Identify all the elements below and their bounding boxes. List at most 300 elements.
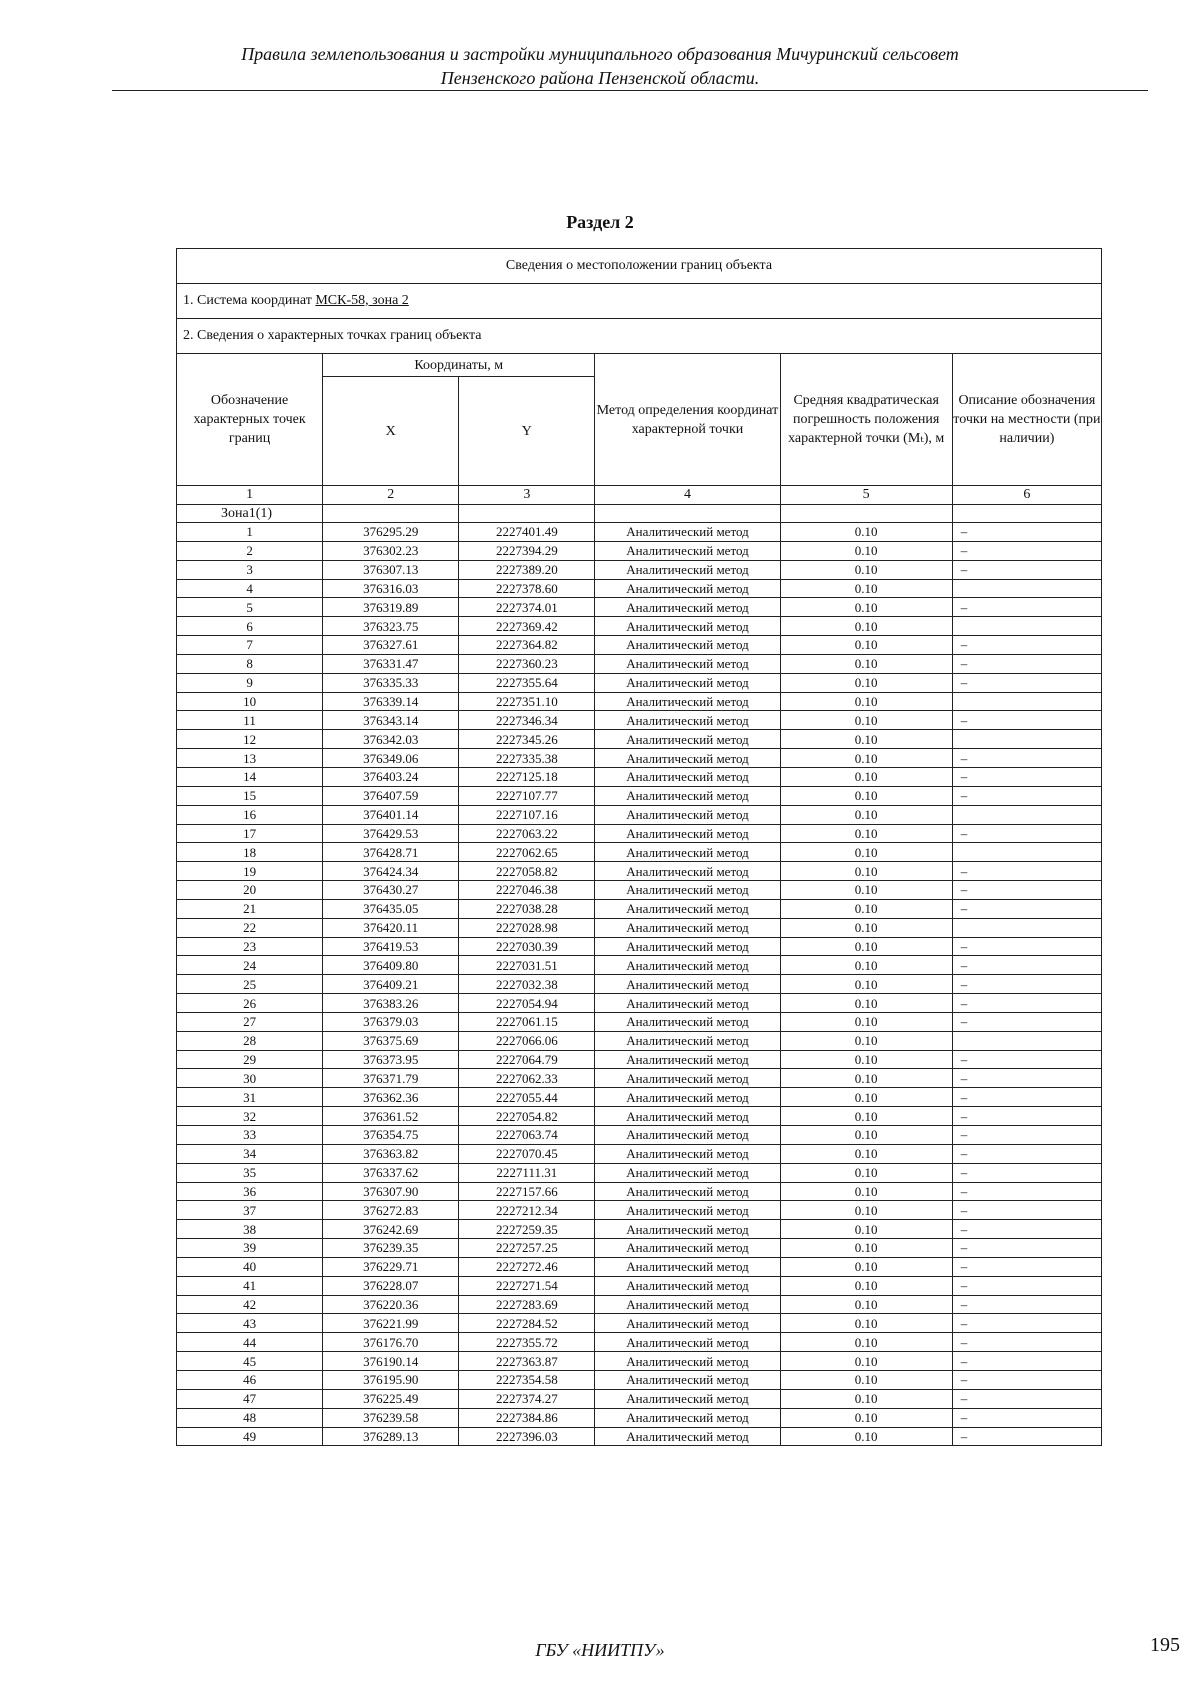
y-coordinate-cell: 2227058.82 bbox=[459, 862, 595, 881]
point-number-cell: 45 bbox=[177, 1352, 323, 1371]
method-cell: Аналитический метод bbox=[595, 560, 780, 579]
table-row bbox=[177, 1012, 1102, 1031]
point-number-cell: 14 bbox=[177, 767, 323, 786]
point-number-cell: 28 bbox=[177, 1031, 323, 1050]
point-number-cell: 41 bbox=[177, 1276, 323, 1295]
table-row bbox=[177, 786, 1102, 805]
x-coordinate-cell: 376229.71 bbox=[323, 1257, 459, 1276]
point-number-cell: 2 bbox=[177, 541, 323, 560]
x-coordinate-cell: 376407.59 bbox=[323, 786, 459, 805]
error-cell: 0.10 bbox=[780, 560, 952, 579]
point-number-cell: 48 bbox=[177, 1408, 323, 1427]
point-number-cell: 22 bbox=[177, 918, 323, 937]
point-number-cell: 27 bbox=[177, 1012, 323, 1031]
x-coordinate-cell: 376419.53 bbox=[323, 937, 459, 956]
y-coordinate-cell: 2227360.23 bbox=[459, 654, 595, 673]
y-coordinate-cell: 2227345.26 bbox=[459, 730, 595, 749]
x-coordinate-cell: 376319.89 bbox=[323, 598, 459, 617]
description-cell: – bbox=[952, 1012, 1101, 1031]
header-point-designation: Обозначение характерных точек границ bbox=[177, 354, 323, 486]
error-cell: 0.10 bbox=[780, 824, 952, 843]
error-cell: 0.10 bbox=[780, 711, 952, 730]
description-cell: – bbox=[952, 1295, 1101, 1314]
point-number-cell: 34 bbox=[177, 1144, 323, 1163]
point-number-cell: 47 bbox=[177, 1389, 323, 1408]
method-cell: Аналитический метод bbox=[595, 1352, 780, 1371]
point-number-cell: 44 bbox=[177, 1333, 323, 1352]
y-coordinate-cell: 2227394.29 bbox=[459, 541, 595, 560]
error-cell: 0.10 bbox=[780, 1182, 952, 1201]
description-cell: – bbox=[952, 749, 1101, 768]
error-cell: 0.10 bbox=[780, 1239, 952, 1258]
point-number-cell: 17 bbox=[177, 824, 323, 843]
table-row bbox=[177, 1257, 1102, 1276]
table-row bbox=[177, 1144, 1102, 1163]
description-cell: – bbox=[952, 711, 1101, 730]
method-cell: Аналитический метод bbox=[595, 1370, 780, 1389]
method-cell: Аналитический метод bbox=[595, 843, 780, 862]
method-cell: Аналитический метод bbox=[595, 598, 780, 617]
y-coordinate-cell: 2227031.51 bbox=[459, 956, 595, 975]
x-coordinate-cell: 376221.99 bbox=[323, 1314, 459, 1333]
description-cell: – bbox=[952, 654, 1101, 673]
x-coordinate-cell: 376435.05 bbox=[323, 899, 459, 918]
description-cell: – bbox=[952, 767, 1101, 786]
point-number-cell: 6 bbox=[177, 617, 323, 636]
description-cell: – bbox=[952, 1163, 1101, 1182]
method-cell: Аналитический метод bbox=[595, 1126, 780, 1145]
error-cell: 0.10 bbox=[780, 1201, 952, 1220]
error-cell: 0.10 bbox=[780, 1069, 952, 1088]
x-coordinate-cell: 376371.79 bbox=[323, 1069, 459, 1088]
table-row bbox=[177, 654, 1102, 673]
point-number-cell: 40 bbox=[177, 1257, 323, 1276]
method-cell: Аналитический метод bbox=[595, 1182, 780, 1201]
method-cell: Аналитический метод bbox=[595, 673, 780, 692]
method-cell: Аналитический метод bbox=[595, 918, 780, 937]
y-coordinate-cell: 2227351.10 bbox=[459, 692, 595, 711]
description-cell: – bbox=[952, 1427, 1101, 1446]
x-coordinate-cell: 376327.61 bbox=[323, 636, 459, 655]
zone-empty-cell bbox=[323, 505, 459, 523]
point-number-cell: 19 bbox=[177, 862, 323, 881]
error-cell: 0.10 bbox=[780, 730, 952, 749]
error-cell: 0.10 bbox=[780, 579, 952, 598]
table-row bbox=[177, 749, 1102, 768]
description-cell: – bbox=[952, 1370, 1101, 1389]
error-cell: 0.10 bbox=[780, 636, 952, 655]
x-coordinate-cell: 376228.07 bbox=[323, 1276, 459, 1295]
table-row bbox=[177, 937, 1102, 956]
error-cell: 0.10 bbox=[780, 1126, 952, 1145]
method-cell: Аналитический метод bbox=[595, 1239, 780, 1258]
table-row bbox=[177, 1295, 1102, 1314]
point-number-cell: 43 bbox=[177, 1314, 323, 1333]
x-coordinate-cell: 376343.14 bbox=[323, 711, 459, 730]
table-row bbox=[177, 541, 1102, 560]
point-number-cell: 30 bbox=[177, 1069, 323, 1088]
error-cell: 0.10 bbox=[780, 1163, 952, 1182]
table-title: Сведения о местоположении границ объекта bbox=[177, 249, 1102, 284]
points-section-title: 2. Сведения о характерных точках границ объекта bbox=[177, 319, 1102, 354]
description-cell: – bbox=[952, 1182, 1101, 1201]
point-number-cell: 4 bbox=[177, 579, 323, 598]
point-number-cell: 15 bbox=[177, 786, 323, 805]
point-number-cell: 20 bbox=[177, 881, 323, 900]
description-cell: – bbox=[952, 881, 1101, 900]
description-cell: – bbox=[952, 862, 1101, 881]
point-number-cell: 1 bbox=[177, 523, 323, 542]
description-cell bbox=[952, 1031, 1101, 1050]
x-coordinate-cell: 376335.33 bbox=[323, 673, 459, 692]
table-row bbox=[177, 1163, 1102, 1182]
x-coordinate-cell: 376195.90 bbox=[323, 1370, 459, 1389]
table-row bbox=[177, 560, 1102, 579]
error-cell: 0.10 bbox=[780, 1370, 952, 1389]
x-coordinate-cell: 376289.13 bbox=[323, 1427, 459, 1446]
table-row bbox=[177, 730, 1102, 749]
point-number-cell: 12 bbox=[177, 730, 323, 749]
x-coordinate-cell: 376295.29 bbox=[323, 523, 459, 542]
y-coordinate-cell: 2227157.66 bbox=[459, 1182, 595, 1201]
header-description: Описание обозначения точки на местности (при наличии) bbox=[952, 354, 1101, 486]
description-cell: – bbox=[952, 636, 1101, 655]
error-cell: 0.10 bbox=[780, 1220, 952, 1239]
point-number-cell: 38 bbox=[177, 1220, 323, 1239]
zone-empty-cell bbox=[595, 505, 780, 523]
y-coordinate-cell: 2227046.38 bbox=[459, 881, 595, 900]
point-number-cell: 18 bbox=[177, 843, 323, 862]
coordinate-system-label: 1. Система координат bbox=[183, 293, 316, 308]
method-cell: Аналитический метод bbox=[595, 1088, 780, 1107]
header-error: Средняя квадратическая погрешность положения характерной точки (Mₜ), м bbox=[780, 354, 952, 486]
error-cell: 0.10 bbox=[780, 1050, 952, 1069]
x-coordinate-cell: 376373.95 bbox=[323, 1050, 459, 1069]
table-row bbox=[177, 1031, 1102, 1050]
table-row bbox=[177, 1389, 1102, 1408]
zone-label: Зона1(1) bbox=[177, 505, 323, 523]
point-number-cell: 16 bbox=[177, 805, 323, 824]
y-coordinate-cell: 2227369.42 bbox=[459, 617, 595, 636]
method-cell: Аналитический метод bbox=[595, 1408, 780, 1427]
error-cell: 0.10 bbox=[780, 975, 952, 994]
error-cell: 0.10 bbox=[780, 881, 952, 900]
method-cell: Аналитический метод bbox=[595, 805, 780, 824]
point-number-cell: 21 bbox=[177, 899, 323, 918]
method-cell: Аналитический метод bbox=[595, 824, 780, 843]
x-coordinate-cell: 376323.75 bbox=[323, 617, 459, 636]
y-coordinate-cell: 2227355.64 bbox=[459, 673, 595, 692]
point-number-cell: 36 bbox=[177, 1182, 323, 1201]
error-cell: 0.10 bbox=[780, 1144, 952, 1163]
y-coordinate-cell: 2227066.06 bbox=[459, 1031, 595, 1050]
method-cell: Аналитический метод bbox=[595, 617, 780, 636]
x-coordinate-cell: 376401.14 bbox=[323, 805, 459, 824]
error-cell: 0.10 bbox=[780, 1408, 952, 1427]
x-coordinate-cell: 376424.34 bbox=[323, 862, 459, 881]
zone-empty-cell bbox=[780, 505, 952, 523]
table-row bbox=[177, 1050, 1102, 1069]
y-coordinate-cell: 2227364.82 bbox=[459, 636, 595, 655]
method-cell: Аналитический метод bbox=[595, 1163, 780, 1182]
description-cell: – bbox=[952, 956, 1101, 975]
point-number-cell: 11 bbox=[177, 711, 323, 730]
x-coordinate-cell: 376316.03 bbox=[323, 579, 459, 598]
y-coordinate-cell: 2227389.20 bbox=[459, 560, 595, 579]
method-cell: Аналитический метод bbox=[595, 1050, 780, 1069]
table-row bbox=[177, 899, 1102, 918]
error-cell: 0.10 bbox=[780, 673, 952, 692]
table-row bbox=[177, 1201, 1102, 1220]
column-number: 4 bbox=[595, 486, 780, 505]
header-coordinates: Координаты, м bbox=[323, 354, 595, 377]
method-cell: Аналитический метод bbox=[595, 786, 780, 805]
y-coordinate-cell: 2227032.38 bbox=[459, 975, 595, 994]
method-cell: Аналитический метод bbox=[595, 749, 780, 768]
x-coordinate-cell: 376190.14 bbox=[323, 1352, 459, 1371]
table-row bbox=[177, 1239, 1102, 1258]
description-cell: – bbox=[952, 786, 1101, 805]
method-cell: Аналитический метод bbox=[595, 1012, 780, 1031]
method-cell: Аналитический метод bbox=[595, 692, 780, 711]
y-coordinate-cell: 2227272.46 bbox=[459, 1257, 595, 1276]
coordinate-system-row bbox=[177, 284, 1102, 319]
x-coordinate-cell: 376403.24 bbox=[323, 767, 459, 786]
point-number-cell: 35 bbox=[177, 1163, 323, 1182]
table-row bbox=[177, 1408, 1102, 1427]
point-number-cell: 37 bbox=[177, 1201, 323, 1220]
method-cell: Аналитический метод bbox=[595, 1427, 780, 1446]
error-cell: 0.10 bbox=[780, 805, 952, 824]
y-coordinate-cell: 2227107.16 bbox=[459, 805, 595, 824]
x-coordinate-cell: 376339.14 bbox=[323, 692, 459, 711]
error-cell: 0.10 bbox=[780, 654, 952, 673]
description-cell: – bbox=[952, 824, 1101, 843]
y-coordinate-cell: 2227070.45 bbox=[459, 1144, 595, 1163]
table-row bbox=[177, 1370, 1102, 1389]
y-coordinate-cell: 2227271.54 bbox=[459, 1276, 595, 1295]
method-cell: Аналитический метод bbox=[595, 1295, 780, 1314]
x-coordinate-cell: 376220.36 bbox=[323, 1295, 459, 1314]
error-cell: 0.10 bbox=[780, 1427, 952, 1446]
method-cell: Аналитический метод bbox=[595, 956, 780, 975]
y-coordinate-cell: 2227384.86 bbox=[459, 1408, 595, 1427]
error-cell: 0.10 bbox=[780, 918, 952, 937]
x-coordinate-cell: 376375.69 bbox=[323, 1031, 459, 1050]
method-cell: Аналитический метод bbox=[595, 1333, 780, 1352]
error-cell: 0.10 bbox=[780, 899, 952, 918]
x-coordinate-cell: 376225.49 bbox=[323, 1389, 459, 1408]
x-coordinate-cell: 376361.52 bbox=[323, 1107, 459, 1126]
point-number-cell: 42 bbox=[177, 1295, 323, 1314]
method-cell: Аналитический метод bbox=[595, 654, 780, 673]
method-cell: Аналитический метод bbox=[595, 767, 780, 786]
y-coordinate-cell: 2227063.74 bbox=[459, 1126, 595, 1145]
description-cell: – bbox=[952, 541, 1101, 560]
method-cell: Аналитический метод bbox=[595, 1220, 780, 1239]
description-cell: – bbox=[952, 937, 1101, 956]
y-coordinate-cell: 2227354.58 bbox=[459, 1370, 595, 1389]
error-cell: 0.10 bbox=[780, 523, 952, 542]
y-coordinate-cell: 2227064.79 bbox=[459, 1050, 595, 1069]
x-coordinate-cell: 376430.27 bbox=[323, 881, 459, 900]
point-number-cell: 33 bbox=[177, 1126, 323, 1145]
y-coordinate-cell: 2227355.72 bbox=[459, 1333, 595, 1352]
description-cell bbox=[952, 843, 1101, 862]
error-cell: 0.10 bbox=[780, 1107, 952, 1126]
description-cell: – bbox=[952, 1352, 1101, 1371]
y-coordinate-cell: 2227062.65 bbox=[459, 843, 595, 862]
table-row bbox=[177, 805, 1102, 824]
error-cell: 0.10 bbox=[780, 541, 952, 560]
y-coordinate-cell: 2227374.27 bbox=[459, 1389, 595, 1408]
table-row bbox=[177, 1333, 1102, 1352]
x-coordinate-cell: 376239.58 bbox=[323, 1408, 459, 1427]
error-cell: 0.10 bbox=[780, 1314, 952, 1333]
y-coordinate-cell: 2227125.18 bbox=[459, 767, 595, 786]
table-row bbox=[177, 975, 1102, 994]
table-row bbox=[177, 994, 1102, 1013]
method-cell: Аналитический метод bbox=[595, 1257, 780, 1276]
table-row bbox=[177, 636, 1102, 655]
x-coordinate-cell: 376307.13 bbox=[323, 560, 459, 579]
x-coordinate-cell: 376342.03 bbox=[323, 730, 459, 749]
method-cell: Аналитический метод bbox=[595, 636, 780, 655]
y-coordinate-cell: 2227111.31 bbox=[459, 1163, 595, 1182]
point-number-cell: 10 bbox=[177, 692, 323, 711]
column-number: 5 bbox=[780, 486, 952, 505]
y-coordinate-cell: 2227054.94 bbox=[459, 994, 595, 1013]
y-coordinate-cell: 2227062.33 bbox=[459, 1069, 595, 1088]
error-cell: 0.10 bbox=[780, 1333, 952, 1352]
description-cell: – bbox=[952, 899, 1101, 918]
table-row bbox=[177, 673, 1102, 692]
method-cell: Аналитический метод bbox=[595, 881, 780, 900]
description-cell bbox=[952, 918, 1101, 937]
point-number-cell: 29 bbox=[177, 1050, 323, 1069]
y-coordinate-cell: 2227038.28 bbox=[459, 899, 595, 918]
y-coordinate-cell: 2227283.69 bbox=[459, 1295, 595, 1314]
description-cell: – bbox=[952, 1239, 1101, 1258]
footer-organization: ГБУ «НИИТПУ» bbox=[535, 1640, 665, 1660]
description-cell: – bbox=[952, 994, 1101, 1013]
y-coordinate-cell: 2227028.98 bbox=[459, 918, 595, 937]
column-number: 6 bbox=[952, 486, 1101, 505]
error-cell: 0.10 bbox=[780, 1352, 952, 1371]
method-cell: Аналитический метод bbox=[595, 994, 780, 1013]
table-row bbox=[177, 881, 1102, 900]
table-row bbox=[177, 843, 1102, 862]
x-coordinate-cell: 376176.70 bbox=[323, 1333, 459, 1352]
table-rows bbox=[177, 523, 1102, 1446]
x-coordinate-cell: 376307.90 bbox=[323, 1182, 459, 1201]
method-cell: Аналитический метод bbox=[595, 975, 780, 994]
description-cell: – bbox=[952, 1314, 1101, 1333]
table-row bbox=[177, 1427, 1102, 1446]
point-number-cell: 32 bbox=[177, 1107, 323, 1126]
method-cell: Аналитический метод bbox=[595, 1314, 780, 1333]
table-row bbox=[177, 1088, 1102, 1107]
zone-empty-cell bbox=[459, 505, 595, 523]
error-cell: 0.10 bbox=[780, 1012, 952, 1031]
description-cell bbox=[952, 805, 1101, 824]
description-cell: – bbox=[952, 1088, 1101, 1107]
header-rule bbox=[112, 90, 1148, 91]
error-cell: 0.10 bbox=[780, 617, 952, 636]
point-number-cell: 25 bbox=[177, 975, 323, 994]
table-row bbox=[177, 1126, 1102, 1145]
table-row bbox=[177, 1182, 1102, 1201]
description-cell bbox=[952, 579, 1101, 598]
description-cell: – bbox=[952, 1220, 1101, 1239]
method-cell: Аналитический метод bbox=[595, 862, 780, 881]
error-cell: 0.10 bbox=[780, 598, 952, 617]
header-method: Метод определения координат характерной точки bbox=[595, 354, 780, 486]
point-number-cell: 8 bbox=[177, 654, 323, 673]
x-coordinate-cell: 376409.21 bbox=[323, 975, 459, 994]
point-number-cell: 31 bbox=[177, 1088, 323, 1107]
x-coordinate-cell: 376428.71 bbox=[323, 843, 459, 862]
table-row bbox=[177, 711, 1102, 730]
method-cell: Аналитический метод bbox=[595, 1069, 780, 1088]
table-row bbox=[177, 1314, 1102, 1333]
description-cell: – bbox=[952, 560, 1101, 579]
table-row bbox=[177, 523, 1102, 542]
x-coordinate-cell: 376331.47 bbox=[323, 654, 459, 673]
description-cell: – bbox=[952, 1144, 1101, 1163]
method-cell: Аналитический метод bbox=[595, 1389, 780, 1408]
point-number-cell: 13 bbox=[177, 749, 323, 768]
x-coordinate-cell: 376239.35 bbox=[323, 1239, 459, 1258]
x-coordinate-cell: 376409.80 bbox=[323, 956, 459, 975]
y-coordinate-cell: 2227363.87 bbox=[459, 1352, 595, 1371]
error-cell: 0.10 bbox=[780, 786, 952, 805]
table-row bbox=[177, 1352, 1102, 1371]
description-cell bbox=[952, 617, 1101, 636]
y-coordinate-cell: 2227063.22 bbox=[459, 824, 595, 843]
description-cell bbox=[952, 692, 1101, 711]
method-cell: Аналитический метод bbox=[595, 1201, 780, 1220]
error-cell: 0.10 bbox=[780, 1276, 952, 1295]
point-number-cell: 9 bbox=[177, 673, 323, 692]
table-row bbox=[177, 1069, 1102, 1088]
method-cell: Аналитический метод bbox=[595, 1144, 780, 1163]
table-row bbox=[177, 767, 1102, 786]
description-cell: – bbox=[952, 1257, 1101, 1276]
point-number-cell: 46 bbox=[177, 1370, 323, 1389]
page-number: 195 bbox=[1150, 1634, 1180, 1656]
table-row bbox=[177, 824, 1102, 843]
description-cell: – bbox=[952, 1069, 1101, 1088]
y-coordinate-cell: 2227212.34 bbox=[459, 1201, 595, 1220]
method-cell: Аналитический метод bbox=[595, 899, 780, 918]
table-row bbox=[177, 1107, 1102, 1126]
description-cell: – bbox=[952, 598, 1101, 617]
column-number: 1 bbox=[177, 486, 323, 505]
error-cell: 0.10 bbox=[780, 1031, 952, 1050]
table-row bbox=[177, 692, 1102, 711]
error-cell: 0.10 bbox=[780, 843, 952, 862]
running-header-line2: Пензенского района Пензенской области. bbox=[440, 68, 760, 88]
table-row bbox=[177, 862, 1102, 881]
error-cell: 0.10 bbox=[780, 1389, 952, 1408]
x-coordinate-cell: 376349.06 bbox=[323, 749, 459, 768]
y-coordinate-cell: 2227061.15 bbox=[459, 1012, 595, 1031]
table-row bbox=[177, 918, 1102, 937]
x-coordinate-cell: 376337.62 bbox=[323, 1163, 459, 1182]
point-number-cell: 39 bbox=[177, 1239, 323, 1258]
y-coordinate-cell: 2227374.01 bbox=[459, 598, 595, 617]
